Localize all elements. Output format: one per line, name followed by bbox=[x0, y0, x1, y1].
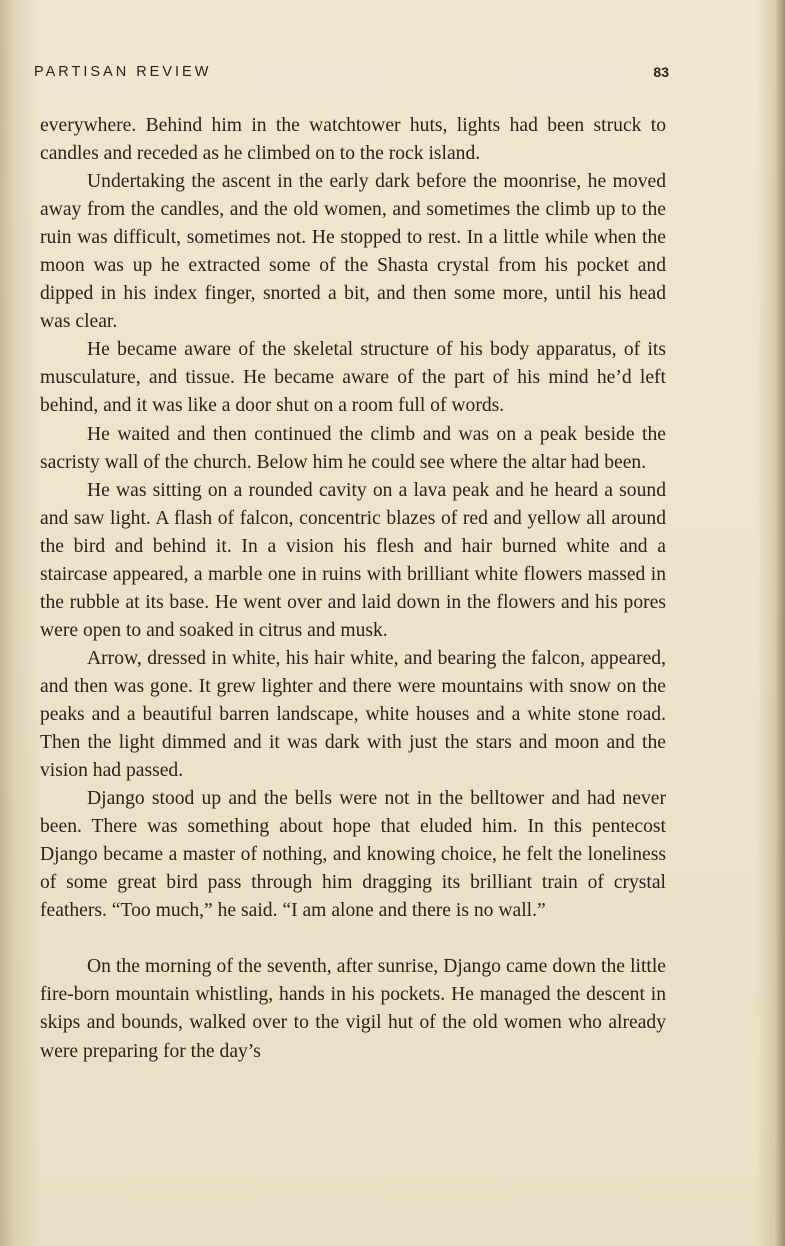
paragraph-continued: everywhere. Behind him in the watchtower huts, lights had been struck to candles and receded as he climbed on to the rock island. bbox=[40, 115, 666, 165]
paragraph: Arrow, dressed in white, his hair white, and bearing the falcon, appeared, and then was gone. It grew lighter and there were mountains with snow on the peaks and a beautiful barren landscape, white houses and a white stone road. Then the light dimmed and it was dark with just the stars and moon and the vision had passed. bbox=[40, 647, 666, 782]
paragraph: He became aware of the skeletal structure of his body apparatus, of its musculature, and tissue. He became aware of the part of his mind he’d left behind, and it was like a door shut on a room full of words. bbox=[40, 339, 666, 417]
journal-name: PARTISAN REVIEW bbox=[34, 64, 212, 80]
body-text bbox=[40, 112, 666, 1066]
paragraph: He was sitting on a rounded cavity on a lava peak and he heard a sound and saw light. A flash of falcon, concentric blazes of red and yellow all around the bird and behind it. In a vision his flesh and hair burned white and a staircase appeared, a marble one in ruins with brilliant white flowers massed in the rubble at its base. He went over and laid down in the flowers and his pores were open to and soaked in citrus and musk. bbox=[40, 479, 666, 641]
paragraph-section-start: On the morning of the seventh, after sunrise, Django came down the little fire-born mountain whistling, hands in his pockets. He managed the descent in skips and bounds, walked over to the vigil hut of the old women who already were preparing for the day’s bbox=[40, 956, 666, 1062]
paragraph: Undertaking the ascent in the early dark before the moonrise, he moved away from the candles, and the old women, and sometimes the climb up to the ruin was difficult, sometimes not. He stopped to rest. In a little while when the moon was up he extracted some of the Shasta crystal from his pocket and dipped in his index finger, snorted a bit, and then some more, until his head was clear. bbox=[40, 171, 666, 333]
page-number: 83 bbox=[653, 64, 669, 80]
paragraph: He waited and then continued the climb and was on a peak beside the sacristy wall of the church. Below him he could see where the altar had been. bbox=[40, 423, 666, 473]
paragraph: Django stood up and the bells were not in the belltower and had never been. There was something about hope that eluded him. In this pentecost Django became a master of nothing, and knowing choice, he felt the loneliness of some great bird pass through him dragging its brilliant train of crystal feathers. “Too much,” he said. “I am alone and there is no wall.” bbox=[40, 788, 666, 922]
running-head bbox=[34, 64, 669, 86]
